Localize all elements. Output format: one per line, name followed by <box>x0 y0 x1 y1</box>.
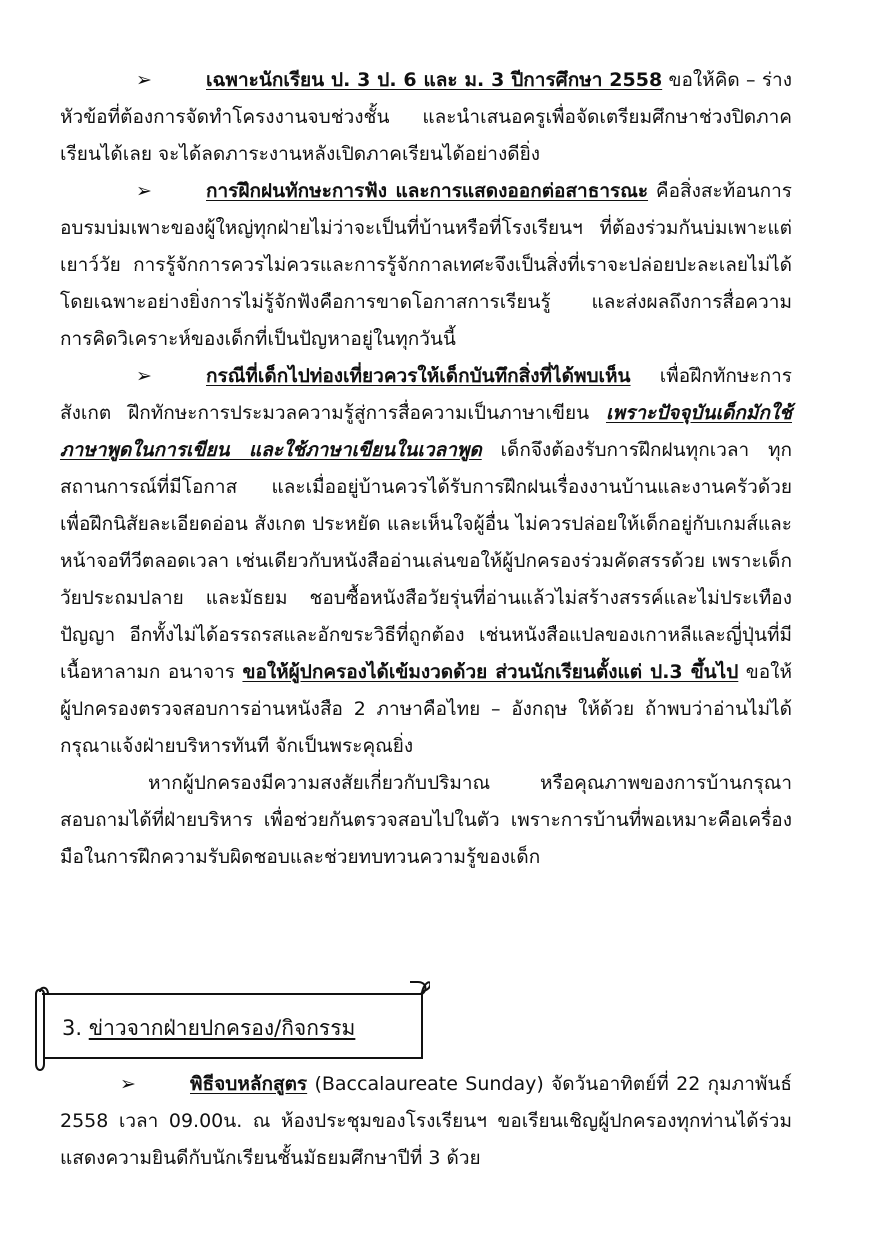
bullet-icon: ➢ <box>136 69 152 91</box>
graduation-ceremony-heading: พิธีจบหลักสูตร <box>190 1073 308 1095</box>
section-3-title-text: ข่าวจากฝ่ายปกครอง/กิจกรรม <box>88 1016 356 1040</box>
graduation-ceremony-text: (Baccalaureate Sunday) จัดวันอาทิตย์ที่ 22 กุมภาพันธ์ 2558 เวลา 09.00น. ณ ห้องประชุมของโรงเรียนฯ ขอเรียนเชิญผู้ปกครองทุกท่านได้ร่วมแสดงความยินดีกับนักเรียนชั้นมัธยมศึกษาปีที่ 3 ด้วย <box>60 1073 792 1169</box>
listening-skills-heading: การฝึกฝนทักษะการฟัง และการแสดงออกต่อสาธารณะ <box>206 180 649 202</box>
project-notice-text: ขอให้คิด – ร่าง หัวข้อที่ต้องการจัดทำโครงงานจบช่วงชั้น และนำเสนอครูเพื่อจัดเตรียมศึกษาช่วงปิดภาคเรียนได้เลย จะได้ลดภาระงานหลังเปิดภาคเรียนได้อย่างดียิ่ง <box>60 69 792 165</box>
section-3-number: 3. <box>62 1016 83 1040</box>
travel-journal-heading: กรณีที่เด็กไปท่องเที่ยวควรให้เด็กบันทึกสิ่งที่ได้พบเห็น <box>206 365 631 387</box>
travel-journal-text-a: เพื่อฝึกทักษะการสังเกต ฝึกทักษะการประมวลความรู้สู่การสื่อความเป็นภาษาเขียน <box>60 365 792 424</box>
paragraph-listening-skills <box>60 173 792 358</box>
travel-journal-text-c: ขอให้ผู้ปกครองตรวจสอบการอ่านหนังสือ 2 ภาษาคือไทย – อังกฤษ ให้ด้วย ถ้าพบว่าอ่านไม่ได้กรุณาแจ้งฝ่ายบริหารทันที จักเป็นพระคุณยิ่ง <box>60 661 792 757</box>
section-3-banner <box>30 972 430 1062</box>
paragraph-graduation-ceremony <box>60 1066 792 1177</box>
paragraph-travel-journal <box>60 358 792 765</box>
listening-skills-text: คือสิ่งสะท้อนการอบรมบ่มเพาะของผู้ใหญ่ทุกฝ่ายไม่ว่าจะเป็นที่บ้านหรือที่โรงเรียนฯ ที่ต้องร่วมกันบ่มเพาะแต่เยาว์วัย การรู้จักการควรไม่ควรและการรู้จักกาลเทศะจึงเป็นสิ่งที่เราจะปล่อยปะละเลยไม่ได้ โดยเฉพาะอย่างยิ่งการไม่รู้จักฟังคือการขาดโอกาสการเรียนรู้ และส่งผลถึงการสื่อความ การคิดวิเคราะห์ของเด็กที่เป็นปัญหาอยู่ในทุกวันนี้ <box>60 180 792 350</box>
bullet-icon: ➢ <box>120 1073 136 1095</box>
bullet-icon: ➢ <box>136 365 152 387</box>
travel-journal-emphasis: เพราะปัจจุบันเด็กมักใช้ภาษาพูดในการเขียน และใช้ภาษาเขียนในเวลาพูด <box>60 402 792 461</box>
section-3-title <box>62 1012 355 1045</box>
document-body <box>60 62 792 876</box>
travel-journal-text-b: เด็กจึงต้องรับการฝึกฝนทุกเวลา ทุกสถานการณ์ที่มีโอกาส และเมื่ออยู่บ้านควรได้รับการฝึกฝนเรื่องงานบ้านและงานครัวด้วย เพื่อฝึกนิสัยละเอียดอ่อน สังเกต ประหยัด และเห็นใจผู้อื่น ไม่ควรปล่อยให้เด็กอยู่กับเกมส์และหน้าจอทีวีตลอดเวลา เช่นเดียวกับหนังสืออ่านเล่นขอให้ผู้ปกครองร่วมคัดสรรด้วย เพราะเด็กวัยประถมปลาย และมัธยม ชอบซื้อหนังสือวัยรุ่นที่อ่านแล้วไม่สร้างสรรค์และไม่ประเทืองปัญญา อีกทั้งไม่ได้อรรถรสและอักขระวิธีที่ถูกต้อง เช่นหนังสือแปลของเกาหลีและญี่ปุ่นที่มีเนื้อหาลามก อนาจาร <box>60 439 792 683</box>
paragraph-project-notice <box>60 62 792 173</box>
project-notice-heading: เฉพาะนักเรียน ป. 3 ป. 6 และ ม. 3 ปีการศึกษา 2558 <box>206 69 663 91</box>
bullet-icon: ➢ <box>136 180 152 202</box>
paragraph-homework-inquiry: หากผู้ปกครองมีความสงสัยเกี่ยวกับปริมาณ หรือคุณภาพของการบ้านกรุณาสอบถามได้ที่ฝ่ายบริหาร เพื่อช่วยกันตรวจสอบไปในตัว เพราะการบ้านที่พอเหมาะคือเครื่องมือในการฝึกความรับผิดชอบและช่วยทบทวนความรู้ของเด็ก <box>60 772 792 868</box>
section-3-body <box>60 1066 792 1177</box>
travel-journal-emphasis-2: ขอให้ผู้ปกครองได้เข้มงวดด้วย ส่วนนักเรียนตั้งแต่ ป.3 ขึ้นไป <box>242 661 739 683</box>
